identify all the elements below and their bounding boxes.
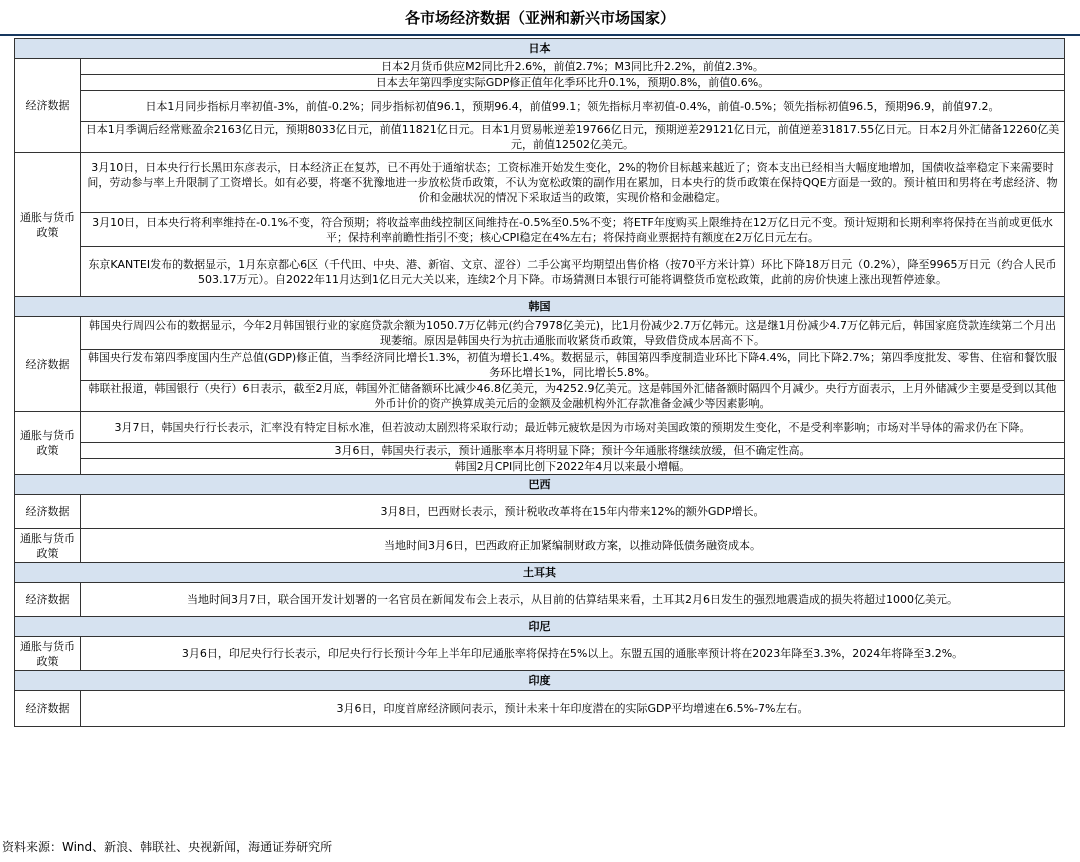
korea-econ-item: 韩联社报道，韩国银行（央行）6日表示，截至2月底，韩国外汇储备额环比减少46.8亿美元，为4252.9亿美元。这是韩国外汇储备额时隔四个月减少。央行方面表示，上月外储减少主要是受到以其他外币计价的资产换算成美元后的金额及金融机构外汇存款准备金减少等因素影响。 [81, 381, 1065, 412]
korea-econ-item: 韩国央行周四公布的数据显示，今年2月韩国银行业的家庭贷款余额为1050.7万亿韩元(约合7978亿美元)，比1月份减少2.7万亿韩元。这是继1月份减少4.7万亿韩元后，韩国家庭贷款连续第二个月出现萎缩。原因是韩国央行为抗击通胀而收紧货币政策，导致借贷成本居高不下。 [81, 317, 1065, 350]
country-header-japan: 日本 [15, 39, 1065, 59]
row-label-turkey-econ: 经济数据 [15, 583, 81, 617]
korea-policy-item: 3月7日，韩国央行行长表示，汇率没有特定目标水准，但若波动太剧烈将采取行动；最近韩元疲软是因为市场对美国政策的预期发生变化，不是受利率影响；市场对半导体的需求仍在下降。 [81, 412, 1065, 443]
country-header-brazil: 巴西 [15, 475, 1065, 495]
country-header-india: 印度 [15, 671, 1065, 691]
country-header-indonesia: 印尼 [15, 617, 1065, 637]
row-label-indonesia-policy: 通胀与货币政策 [15, 637, 81, 671]
brazil-policy-item: 当地时间3月6日，巴西政府正加紧编制财政方案，以推动降低债务融资成本。 [81, 529, 1065, 563]
row-label-korea-policy: 通胀与货币政策 [15, 412, 81, 475]
japan-econ-item: 日本去年第四季度实际GDP修正值年化季环比升0.1%，预期0.8%，前值0.6%。 [81, 75, 1065, 91]
japan-policy-item: 3月10日，日本央行将利率维持在-0.1%不变，符合预期；将收益率曲线控制区间维持在-0.5%至0.5%不变；将ETF年度购买上限维持在12万亿日元不变。预计短期和长期利率将保持在当前或更低水平；保持利率前瞻性指引不变；核心CPI稳定在4%左右；将保持商业票据持有额度在2万亿日元左右。 [81, 213, 1065, 247]
japan-econ-item: 日本2月货币供应M2同比升2.6%，前值2.7%；M3同比升2.2%，前值2.3%。 [81, 59, 1065, 75]
country-header-turkey: 土耳其 [15, 563, 1065, 583]
source-note: 资料来源：Wind、新浪、韩联社、央视新闻，海通证券研究所 [2, 840, 333, 854]
row-label-japan-policy: 通胀与货币政策 [15, 153, 81, 297]
japan-policy-item: 3月10日，日本央行行长黑田东彦表示，日本经济正在复苏，已不再处于通缩状态；工资标准开始发生变化，2%的物价目标越来越近了；资本支出已经相当大幅度地增加，国债收益率稳定下来需要时间，劳动参与率上升限制了工资增长。如有必要，将毫不犹豫地进一步放松货币政策，不认为宽松政策的副作用在累加，日本央行的货币政策在保持QQE方面是一致的。预计植田和男将在考虑经济、物价和金融状况的情况下采取适当的政策，实现价格和金融稳定。 [81, 153, 1065, 213]
row-label-korea-econ: 经济数据 [15, 317, 81, 412]
country-header-korea: 韩国 [15, 297, 1065, 317]
economic-data-table [14, 38, 1065, 727]
japan-econ-item: 日本1月同步指标月率初值-3%，前值-0.2%；同步指标初值96.1，预期96.4，前值99.1；领先指标月率初值-0.4%，前值-0.5%；领先指标初值96.5，预期96.9，前值97.2。 [81, 91, 1065, 122]
korea-econ-item: 韩国央行发布第四季度国内生产总值(GDP)修正值，当季经济同比增长1.3%，初值为增长1.4%。数据显示，韩国第四季度制造业环比下降4.4%，同比下降2.7%；第四季度批发、零售、住宿和餐饮服务环比增长1%，同比增长5.8%。 [81, 350, 1065, 381]
row-label-india-econ: 经济数据 [15, 691, 81, 727]
turkey-econ-item: 当地时间3月7日，联合国开发计划署的一名官员在新闻发布会上表示，从目前的估算结果来看，土耳其2月6日发生的强烈地震造成的损失将超过1000亿美元。 [81, 583, 1065, 617]
row-label-brazil-policy: 通胀与货币政策 [15, 529, 81, 563]
korea-policy-item: 韩国2月CPI同比创下2022年4月以来最小增幅。 [81, 459, 1065, 475]
korea-policy-item: 3月6日，韩国央行表示，预计通胀率本月将明显下降；预计今年通胀将继续放缓，但不确定性高。 [81, 443, 1065, 459]
japan-policy-item: 东京KANTEI发布的数据显示，1月东京都心6区（千代田、中央、港、新宿、文京、涩谷）二手公寓平均期望出售价格（按70平方米计算）环比下降18万日元（0.2%），降至9965万日元（约合人民币503.17万元）。自2022年11月达到1亿日元大关以来，连续2个月下降。市场猜测日本银行可能将调整货币宽松政策，此前的房价快速上涨出现暂停迹象。 [81, 247, 1065, 297]
indonesia-policy-item: 3月6日，印尼央行行长表示，印尼央行行长预计今年上半年印尼通胀率将保持在5%以上。东盟五国的通胀率预计将在2023年降至3.3%，2024年将降至3.2%。 [81, 637, 1065, 671]
row-label-japan-econ: 经济数据 [15, 59, 81, 153]
japan-econ-item: 日本1月季调后经常账盈余2163亿日元，预期8033亿日元，前值11821亿日元。日本1月贸易帐逆差19766亿日元，预期逆差29121亿日元，前值逆差31817.55亿日元。日本2月外汇储备12260亿美元，前值12502亿美元。 [81, 122, 1065, 153]
row-label-brazil-econ: 经济数据 [15, 495, 81, 529]
india-econ-item: 3月6日，印度首席经济顾问表示，预计未来十年印度潜在的实际GDP平均增速在6.5%-7%左右。 [81, 691, 1065, 727]
page-title: 各市场经济数据（亚洲和新兴市场国家） [0, 0, 1080, 36]
brazil-econ-item: 3月8日，巴西财长表示，预计税收改革将在15年内带来12%的额外GDP增长。 [81, 495, 1065, 529]
